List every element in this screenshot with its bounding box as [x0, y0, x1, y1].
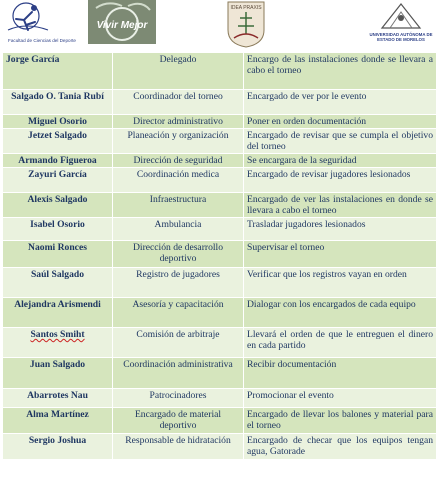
table-row [3, 193, 437, 218]
name-text: Santos Smiht [30, 329, 85, 340]
person-role: Ambulancia [113, 218, 244, 241]
shield-motto: IDEA PRAXIS [230, 5, 262, 11]
person-task: Encargado de revisar jugadores lesionados [244, 168, 437, 193]
person-name: Salgado O. Tania Rubí [3, 90, 113, 115]
person-role: Registro de jugadores [113, 268, 244, 298]
table-row [3, 434, 437, 460]
vivir-mejor-text: Vivir Mejor [96, 20, 148, 31]
person-role: Dirección de seguridad [113, 154, 244, 168]
uaem-caption: UNIVERSIDAD AUTÓNOMA DE ESTADO DE MORELOS [369, 32, 433, 42]
person-role: Coordinación administrativa [113, 358, 244, 389]
table-row [3, 358, 437, 389]
person-role: Director administrativo [113, 115, 244, 129]
person-task: Dialogar con los encargados de cada equipo [244, 298, 437, 328]
person-name: Zayuri García [3, 168, 113, 193]
person-role: Patrocinadores [113, 389, 244, 408]
person-role: Coordinación medica [113, 168, 244, 193]
table-row [3, 168, 437, 193]
logo-header [0, 0, 437, 50]
person-name [3, 328, 113, 358]
person-task: Verificar que los registros vayan en orden [244, 268, 437, 298]
person-name: Saúl Salgado [3, 268, 113, 298]
table-row [3, 408, 437, 434]
person-task: Encargado de llevar los balones y material para el torneo [244, 408, 437, 434]
person-name: Jorge García [3, 53, 113, 90]
vivir-mejor-logo [88, 0, 156, 44]
person-role: Coordinador del torneo [113, 90, 244, 115]
table-row [3, 218, 437, 241]
table-row [3, 268, 437, 298]
table-row [3, 90, 437, 115]
person-role: Infraestructura [113, 193, 244, 218]
person-role: Dirección de desarrollo deportivo [113, 241, 244, 268]
table-row [3, 328, 437, 358]
person-name: Isabel Osorio [3, 218, 113, 241]
person-task: Encargado de checar que los equipos tengan agua, Gatorade [244, 434, 437, 460]
person-name: Juan Salgado [3, 358, 113, 389]
table-row [3, 389, 437, 408]
person-task: Se encargara de la seguridad [244, 154, 437, 168]
person-role: Encargado de material deportivo [113, 408, 244, 434]
person-name: Abarrotes Nau [3, 389, 113, 408]
person-task: Encargado de revisar que se cumpla el objetivo del torneo [244, 129, 437, 154]
table-row [3, 298, 437, 328]
person-name: Naomi Ronces [3, 241, 113, 268]
person-task: Encargo de las instalaciones donde se llevara a cabo el torneo [244, 53, 437, 90]
table-row [3, 53, 437, 90]
facultad-caption: Facultad de Ciencias del Deporte [8, 38, 76, 43]
person-name: Armando Figueroa [3, 154, 113, 168]
person-task: Supervisar el torneo [244, 241, 437, 268]
table-row [3, 241, 437, 268]
person-task: Llevará el orden de que le entreguen el dinero en cada partido [244, 328, 437, 358]
person-role: Responsable de hidratación [113, 434, 244, 460]
person-task: Trasladar jugadores lesionados [244, 218, 437, 241]
organization-table [2, 52, 437, 460]
person-name: Sergio Joshua [3, 434, 113, 460]
task-text: Encargado de ver por le evento [247, 91, 367, 102]
table-row [3, 154, 437, 168]
person-role: Planeación y organización [113, 129, 244, 154]
person-role: Asesoría y capacitación [113, 298, 244, 328]
person-task [244, 90, 437, 115]
person-task: Promocionar el evento [244, 389, 437, 408]
person-name: Alejandra Arismendi [3, 298, 113, 328]
person-task: Poner en orden documentación [244, 115, 437, 129]
university-shield-logo [226, 0, 266, 48]
person-task: Encargado de ver las instalaciones en donde se llevara a cabo el torneo [244, 193, 437, 218]
person-task: Recibir documentación [244, 358, 437, 389]
person-name: Miguel Osorio [3, 115, 113, 129]
person-name: Alma Martínez [3, 408, 113, 434]
person-role: Comisión de arbitraje [113, 328, 244, 358]
table-row [3, 129, 437, 154]
table-row [3, 115, 437, 129]
person-role: Delegado [113, 53, 244, 90]
person-name: Alexis Salgado [3, 193, 113, 218]
person-name: Jetzet Salgado [3, 129, 113, 154]
